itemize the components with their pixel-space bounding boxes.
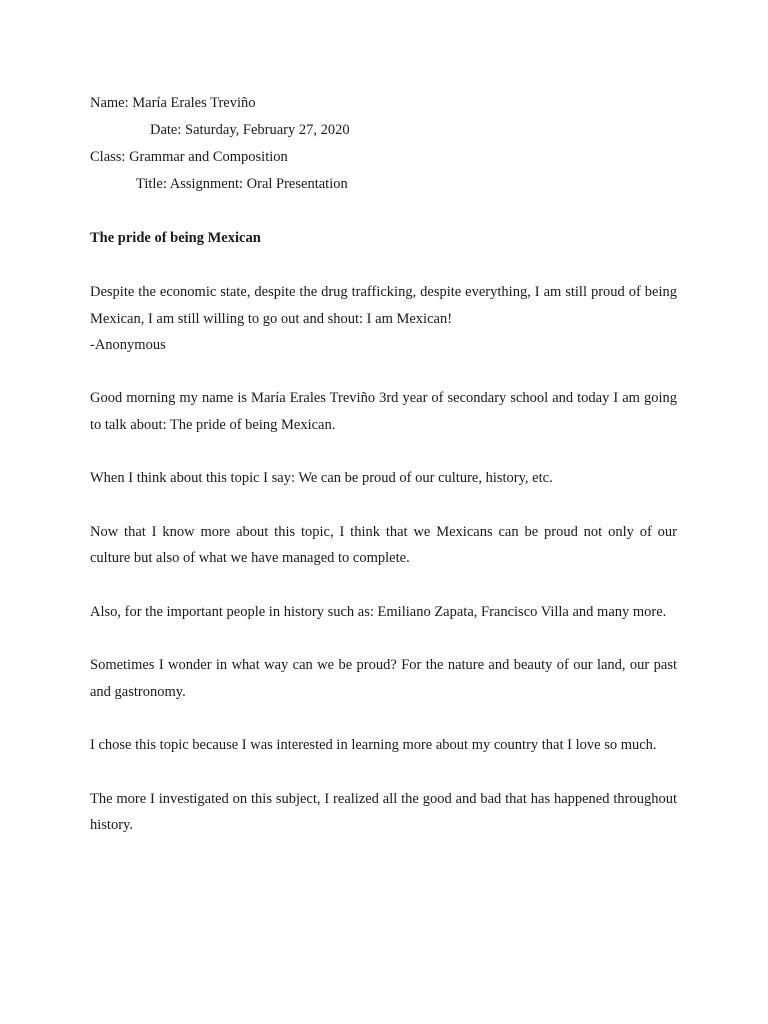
quote-text: Despite the economic state, despite the drug trafficking, despite everything, I am still proud of being Mexican, I am still willing to go out and shout: I am Mexican! xyxy=(90,284,677,327)
body-paragraph: Good morning my name is María Erales Treviño 3rd year of secondary school and today I am going to talk about: The pride of being Mexican. xyxy=(90,390,677,433)
date-line: Date: Saturday, February 27, 2020 xyxy=(150,122,350,138)
body-paragraph: I chose this topic because I was interested in learning more about my country that I love so much. xyxy=(90,737,657,753)
body-paragraph: The more I investigated on this subject, I realized all the good and bad that has happened throughout history. xyxy=(90,790,677,833)
class-line: Class: Grammar and Composition xyxy=(90,149,288,165)
assignment-title-line: Title: Assignment: Oral Presentation xyxy=(136,176,348,192)
opening-quote xyxy=(90,279,677,358)
quote-attribution: -Anonymous xyxy=(90,337,166,353)
body-paragraph: When I think about this topic I say: We can be proud of our culture, history, etc. xyxy=(90,470,553,486)
body-paragraph: Also, for the important people in history such as: Emiliano Zapata, Francisco Villa and many more. xyxy=(90,603,667,620)
document-page xyxy=(90,90,677,839)
body-paragraph: Sometimes I wonder in what way can we be proud? For the nature and beauty of our land, our past and gastronomy. xyxy=(90,657,677,700)
student-name-line: Name: María Erales Treviño xyxy=(90,95,256,111)
body-paragraph: Now that I know more about this topic, I think that we Mexicans can be proud not only of our culture but also of what we have managed to complete. xyxy=(90,523,677,566)
document-heading: The pride of being Mexican xyxy=(90,230,261,246)
